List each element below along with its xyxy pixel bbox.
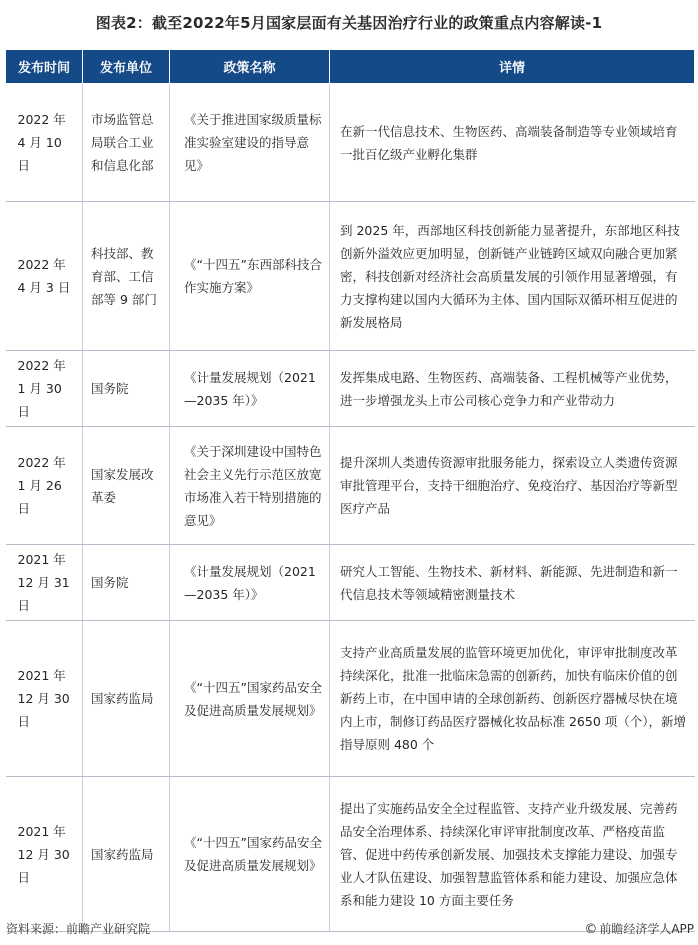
table-header-row [6, 50, 695, 84]
table-row [6, 545, 695, 621]
cell-name: 《“十四五”国家药品安全及促进高质量发展规划》 [170, 621, 330, 777]
cell-name: 《计量发展规划（2021—2035 年）》 [170, 545, 330, 621]
cell-detail: 提出了实施药品安全全过程监管、支持产业升级发展、完善药品安全治理体系、持续深化审评审批制度改革、严格疫苗监管、促进中药传承创新发展、加强技术支撑能力建设、加强专业人才队伍建设、加强智慧监管体系和能力建设、加强应急体系和能力建设 10 方面主要任务 [330, 777, 695, 932]
copyright-icon: © [584, 922, 598, 937]
source-note: 资料来源：前瞻产业研究院 [6, 922, 151, 936]
table-row [6, 777, 695, 932]
table-row [6, 202, 695, 351]
cell-unit: 市场监管总局联合工业和信息化部 [83, 84, 170, 202]
cell-unit: 科技部、教育部、工信部等 9 部门 [83, 202, 170, 351]
brand-name: 前瞻经济学人APP [599, 922, 694, 936]
cell-name: 《计量发展规划（2021—2035 年）》 [170, 351, 330, 427]
cell-date: 2021 年 12 月 30 日 [6, 621, 83, 777]
header-name: 政策名称 [170, 50, 330, 84]
cell-name: 《关于深圳建设中国特色社会主义先行示范区放宽市场准入若干特别措施的意见》 [170, 427, 330, 545]
cell-date: 2022 年 1 月 30 日 [6, 351, 83, 427]
header-date: 发布时间 [6, 50, 83, 84]
cell-name: 《“十四五”东西部科技合作实施方案》 [170, 202, 330, 351]
table-row [6, 427, 695, 545]
cell-detail: 发挥集成电路、生物医药、高端装备、工程机械等产业优势，进一步增强龙头上市公司核心竞争力和产业带动力 [330, 351, 695, 427]
table-row [6, 351, 695, 427]
cell-date: 2022 年 1 月 26 日 [6, 427, 83, 545]
cell-detail: 支持产业高质量发展的监管环境更加优化，审评审批制度改革持续深化，批准一批临床急需的创新药，加快有临床价值的创新药上市，在中国申请的全球创新药、创新医疗器械尽快在境内上市，制修订药品医疗器械化妆品标准 2650 项（个），新增指导原则 480 个 [330, 621, 695, 777]
table-row [6, 84, 695, 202]
table-row [6, 621, 695, 777]
cell-detail: 提升深圳人类遗传资源审批服务能力，探索设立人类遗传资源审批管理平台，支持干细胞治疗、免疫治疗、基因治疗等新型医疗产品 [330, 427, 695, 545]
cell-date: 2022 年 4 月 3 日 [6, 202, 83, 351]
cell-detail: 研究人工智能、生物技术、新材料、新能源、先进制造和新一代信息技术等领域精密测量技术 [330, 545, 695, 621]
cell-date: 2022 年 4 月 10 日 [6, 84, 83, 202]
cell-date: 2021 年 12 月 30 日 [6, 777, 83, 932]
cell-name: 《关于推进国家级质量标准实验室建设的指导意见》 [170, 84, 330, 202]
page-title: 图表2：截至2022年5月国家层面有关基因治疗行业的政策重点内容解读-1 [95, 14, 603, 32]
cell-detail: 在新一代信息技术、生物医药、高端装备制造等专业领域培育一批百亿级产业孵化集群 [330, 84, 695, 202]
cell-detail: 到 2025 年，西部地区科技创新能力显著提升，东部地区科技创新外溢效应更加明显，创新链产业链跨区域双向融合更加紧密，科技创新对经济社会高质量发展的引领作用显著增强，有力支撑构建以国内大循环为主体、国内国际双循环相互促进的新发展格局 [330, 202, 695, 351]
cell-date: 2021 年 12 月 31 日 [6, 545, 83, 621]
cell-unit: 国务院 [83, 545, 170, 621]
policy-table [5, 49, 695, 932]
header-detail: 详情 [330, 50, 695, 84]
cell-unit: 国务院 [83, 351, 170, 427]
brand-credit [584, 920, 694, 937]
cell-unit: 国家药监局 [83, 777, 170, 932]
cell-unit: 国家发展改革委 [83, 427, 170, 545]
header-unit: 发布单位 [83, 50, 170, 84]
cell-name: 《“十四五”国家药品安全及促进高质量发展规划》 [170, 777, 330, 932]
cell-unit: 国家药监局 [83, 621, 170, 777]
